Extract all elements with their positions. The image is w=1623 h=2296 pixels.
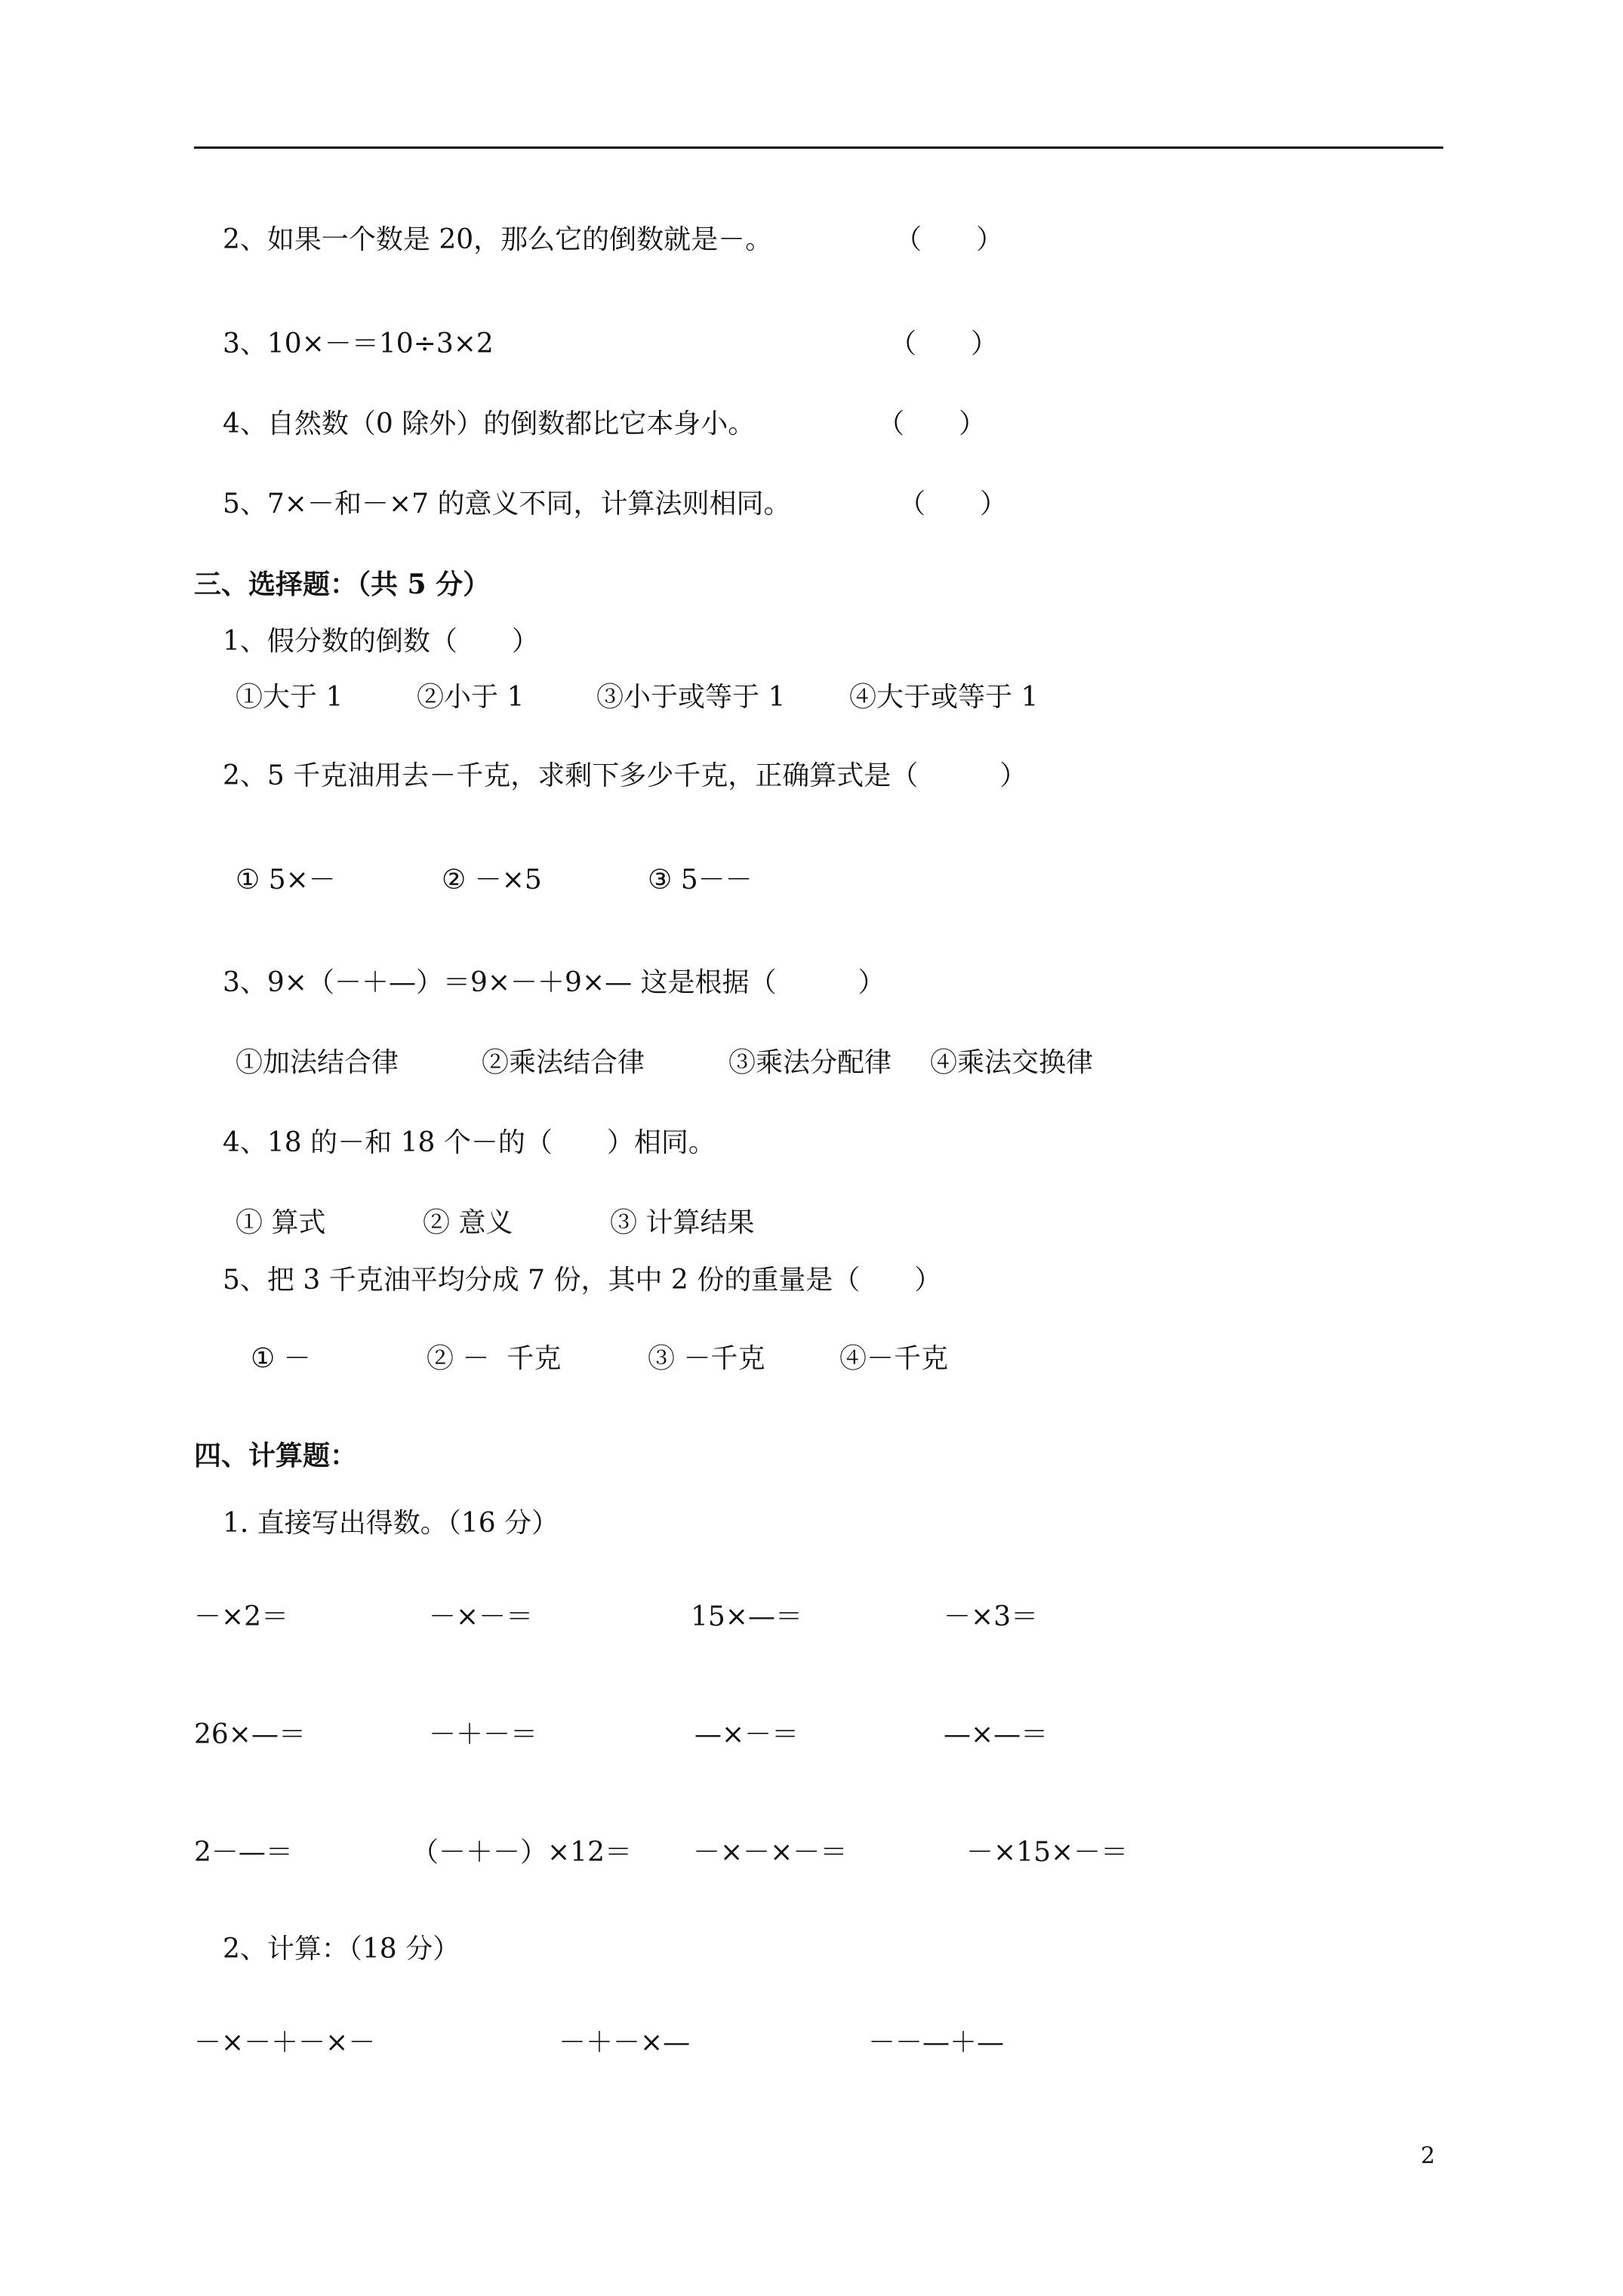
judgment-q4: 4、自然数（0 除外）的倒数都比它本身小。 [223,408,756,439]
choice-q5-option-4[interactable]: ④－千克 [839,1343,949,1374]
judgment-q4-answer[interactable]: （ ） [877,408,987,439]
choice-q4: 4、18 的－和 18 个－的（ ）相同。 [223,1127,716,1158]
choice-q1-option-3[interactable]: ③小于或等于 1 [596,682,786,713]
choice-q1-option-1[interactable]: ①大于 1 [236,682,343,713]
calc-item: －×－＝ [429,1601,534,1632]
calc-item: －×3＝ [944,1601,1039,1632]
calc-item: —×－＝ [694,1719,799,1750]
choice-q5-option-2[interactable]: ② － 千克 [427,1343,562,1374]
header-rule [194,146,1443,149]
judgment-q2-answer[interactable]: （ ） [895,224,1004,255]
choice-q2-option-3[interactable]: ③ 5－－ [648,864,753,895]
section4-title: 四、计算题： [194,1440,358,1472]
calc-item: －×－×－＝ [693,1837,848,1868]
choice-q5: 5、把 3 千克油平均分成 7 份，其中 2 份的重量是（ ） [223,1265,942,1296]
choice-q4-option-2[interactable]: ② 意义 [423,1207,513,1238]
choice-q5-option-1[interactable]: ① － [251,1343,311,1374]
choice-q5-option-3[interactable]: ③ －千克 [648,1343,765,1374]
calc-sub1-title: 1. 直接写出得数。（16 分） [223,1508,559,1539]
section3-title: 三、选择题：（共 5 分） [194,569,491,600]
choice-q3-option-2[interactable]: ②乘法结合律 [482,1047,645,1078]
calc-item: －×15×－＝ [966,1837,1129,1868]
calc-item: 15×—＝ [691,1601,802,1632]
choice-q2: 2、5 千克油用去－千克，求剩下多少千克，正确算式是（ ） [223,760,1027,791]
calc-item: 26×—＝ [194,1719,306,1750]
calc-item: —×—＝ [944,1719,1049,1750]
choice-q3: 3、9×（－＋—）＝9×－＋9×— 这是根据（ ） [223,967,885,998]
calc-item: －＋－＝ [429,1719,538,1750]
choice-q4-option-3[interactable]: ③ 计算结果 [610,1207,755,1238]
choice-q1-option-4[interactable]: ④大于或等于 1 [849,682,1039,713]
choice-q3-option-4[interactable]: ④乘法交换律 [930,1047,1094,1078]
calc-item: －×2＝ [194,1601,289,1632]
calc-item: （－＋－）×12＝ [411,1837,632,1868]
choice-q1: 1、假分数的倒数（ ） [223,626,539,657]
choice-q4-option-1[interactable]: ① 算式 [236,1207,326,1238]
calc-item: －＋－×— [559,2027,691,2058]
page-number: 2 [1421,2143,1436,2169]
judgment-q5-answer[interactable]: （ ） [898,488,1008,519]
judgment-q2: 2、如果一个数是 20，那么它的倒数就是－。 [223,224,773,255]
choice-q1-option-2[interactable]: ②小于 1 [417,682,525,713]
choice-q2-option-1[interactable]: ① 5×－ [236,864,336,895]
choice-q3-option-3[interactable]: ③乘法分配律 [728,1047,892,1078]
judgment-q3-answer[interactable]: （ ） [889,328,999,359]
choice-q3-option-1[interactable]: ①加法结合律 [236,1047,399,1078]
calc-sub2-title: 2、计算：（18 分） [223,1934,460,1965]
calc-item: －－—＋— [868,2027,1005,2058]
judgment-q3: 3、10×－＝10÷3×2 [223,328,494,359]
calc-item: －×－＋－×－ [194,2027,376,2058]
calc-item: 2－—＝ [194,1837,293,1868]
judgment-q5: 5、7×－和－×7 的意义不同，计算法则相同。 [223,488,791,519]
choice-q2-option-2[interactable]: ② －×5 [442,864,542,895]
